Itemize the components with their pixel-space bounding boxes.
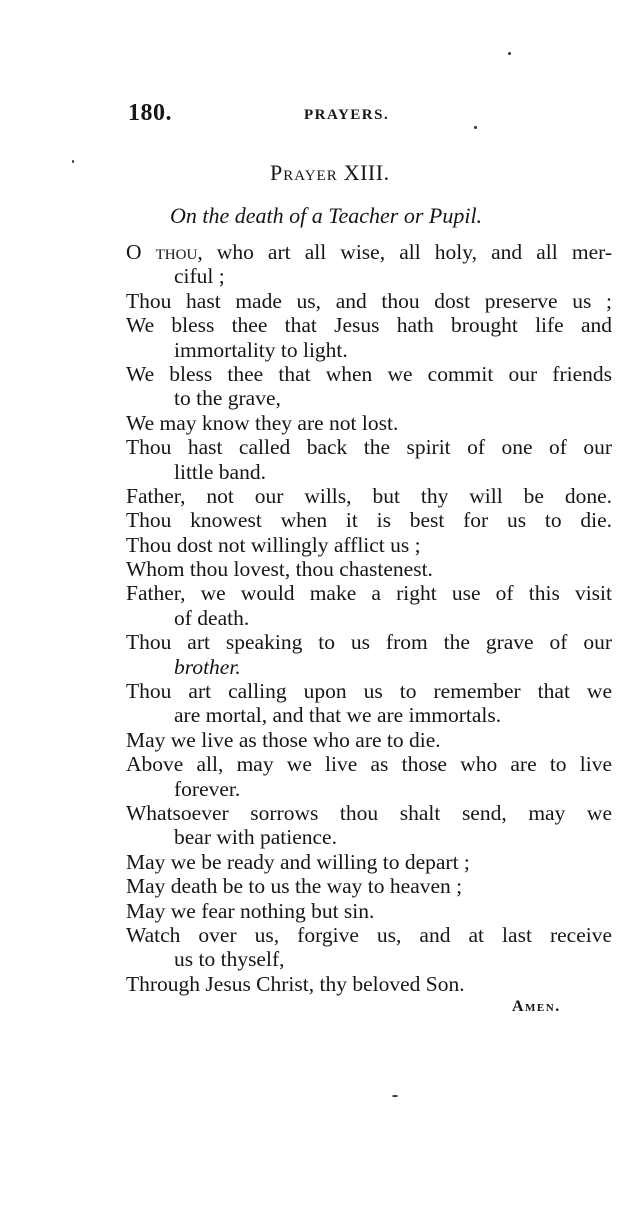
prayer-line: We bless thee that when we commit our friends <box>126 361 612 386</box>
prayer-line: Father, we would make a right use of this visit <box>126 581 612 606</box>
prayer-line: of death. <box>174 605 250 630</box>
prayer-title-word: Prayer <box>270 160 338 185</box>
prayer-line: to the grave, <box>174 386 281 411</box>
opening-rest: , who art all wise, all holy, and all mer- <box>197 240 612 264</box>
prayer-line: Thou art calling upon us to remember that we <box>126 679 612 704</box>
prayer-line: Whatsoever sorrows thou shalt send, may we <box>126 800 612 825</box>
page-header <box>128 100 608 130</box>
print-speck <box>72 160 74 163</box>
print-speck <box>392 1095 398 1097</box>
prayer-line: bear with patience. <box>174 825 337 850</box>
prayer-title-numeral: XIII. <box>343 160 390 185</box>
prayer-line: May we be ready and willing to depart ; <box>126 849 470 874</box>
prayer-line: May we fear nothing but sin. <box>126 898 375 923</box>
prayer-line: immortality to light. <box>174 337 348 362</box>
page-number: 180. <box>128 100 172 126</box>
prayer-line: Father, not our wills, but thy will be done. <box>126 483 612 508</box>
prayer-line: brother. <box>174 654 241 679</box>
prayer-title <box>270 160 420 186</box>
opening-thou: thou <box>155 240 198 264</box>
opening-initial: O <box>126 240 142 264</box>
prayer-line: Thou hast called back the spirit of one of our <box>126 435 612 460</box>
prayer-line: We may know they are not lost. <box>126 410 399 435</box>
prayer-line: little band. <box>174 459 266 484</box>
prayer-line: Thou knowest when it is best for us to die. <box>126 508 612 533</box>
print-speck <box>508 52 511 55</box>
prayer-subtitle: On the death of a Teacher or Pupil. <box>170 203 483 228</box>
prayer-line: ciful ; <box>174 264 225 289</box>
print-speck <box>474 126 477 129</box>
prayer-line: us to thyself, <box>174 947 285 972</box>
prayer-opening-line <box>126 240 612 264</box>
prayer-line: Thou hast made us, and thou dost preserve us ; <box>126 288 612 313</box>
prayer-line: forever. <box>174 776 241 801</box>
prayer-line: Through Jesus Christ, thy beloved Son. <box>126 971 465 996</box>
closing-amen: Amen. <box>512 998 561 1015</box>
prayer-line: We bless thee that Jesus hath brought life and <box>126 313 612 338</box>
prayer-body <box>126 240 612 996</box>
running-head: PRAYERS. <box>304 107 390 123</box>
prayer-line: Watch over us, forgive us, and at last receive <box>126 922 612 947</box>
prayer-line: May death be to us the way to heaven ; <box>126 874 463 899</box>
prayer-line: Thou dost not willingly afflict us ; <box>126 532 421 557</box>
prayer-line: Thou art speaking to us from the grave of our <box>126 630 612 655</box>
prayer-line: Above all, may we live as those who are to live <box>126 752 612 777</box>
prayer-line: are mortal, and that we are immortals. <box>174 703 502 728</box>
prayer-line: Whom thou lovest, thou chastenest. <box>126 557 433 582</box>
prayer-line: May we live as those who are to die. <box>126 727 441 752</box>
